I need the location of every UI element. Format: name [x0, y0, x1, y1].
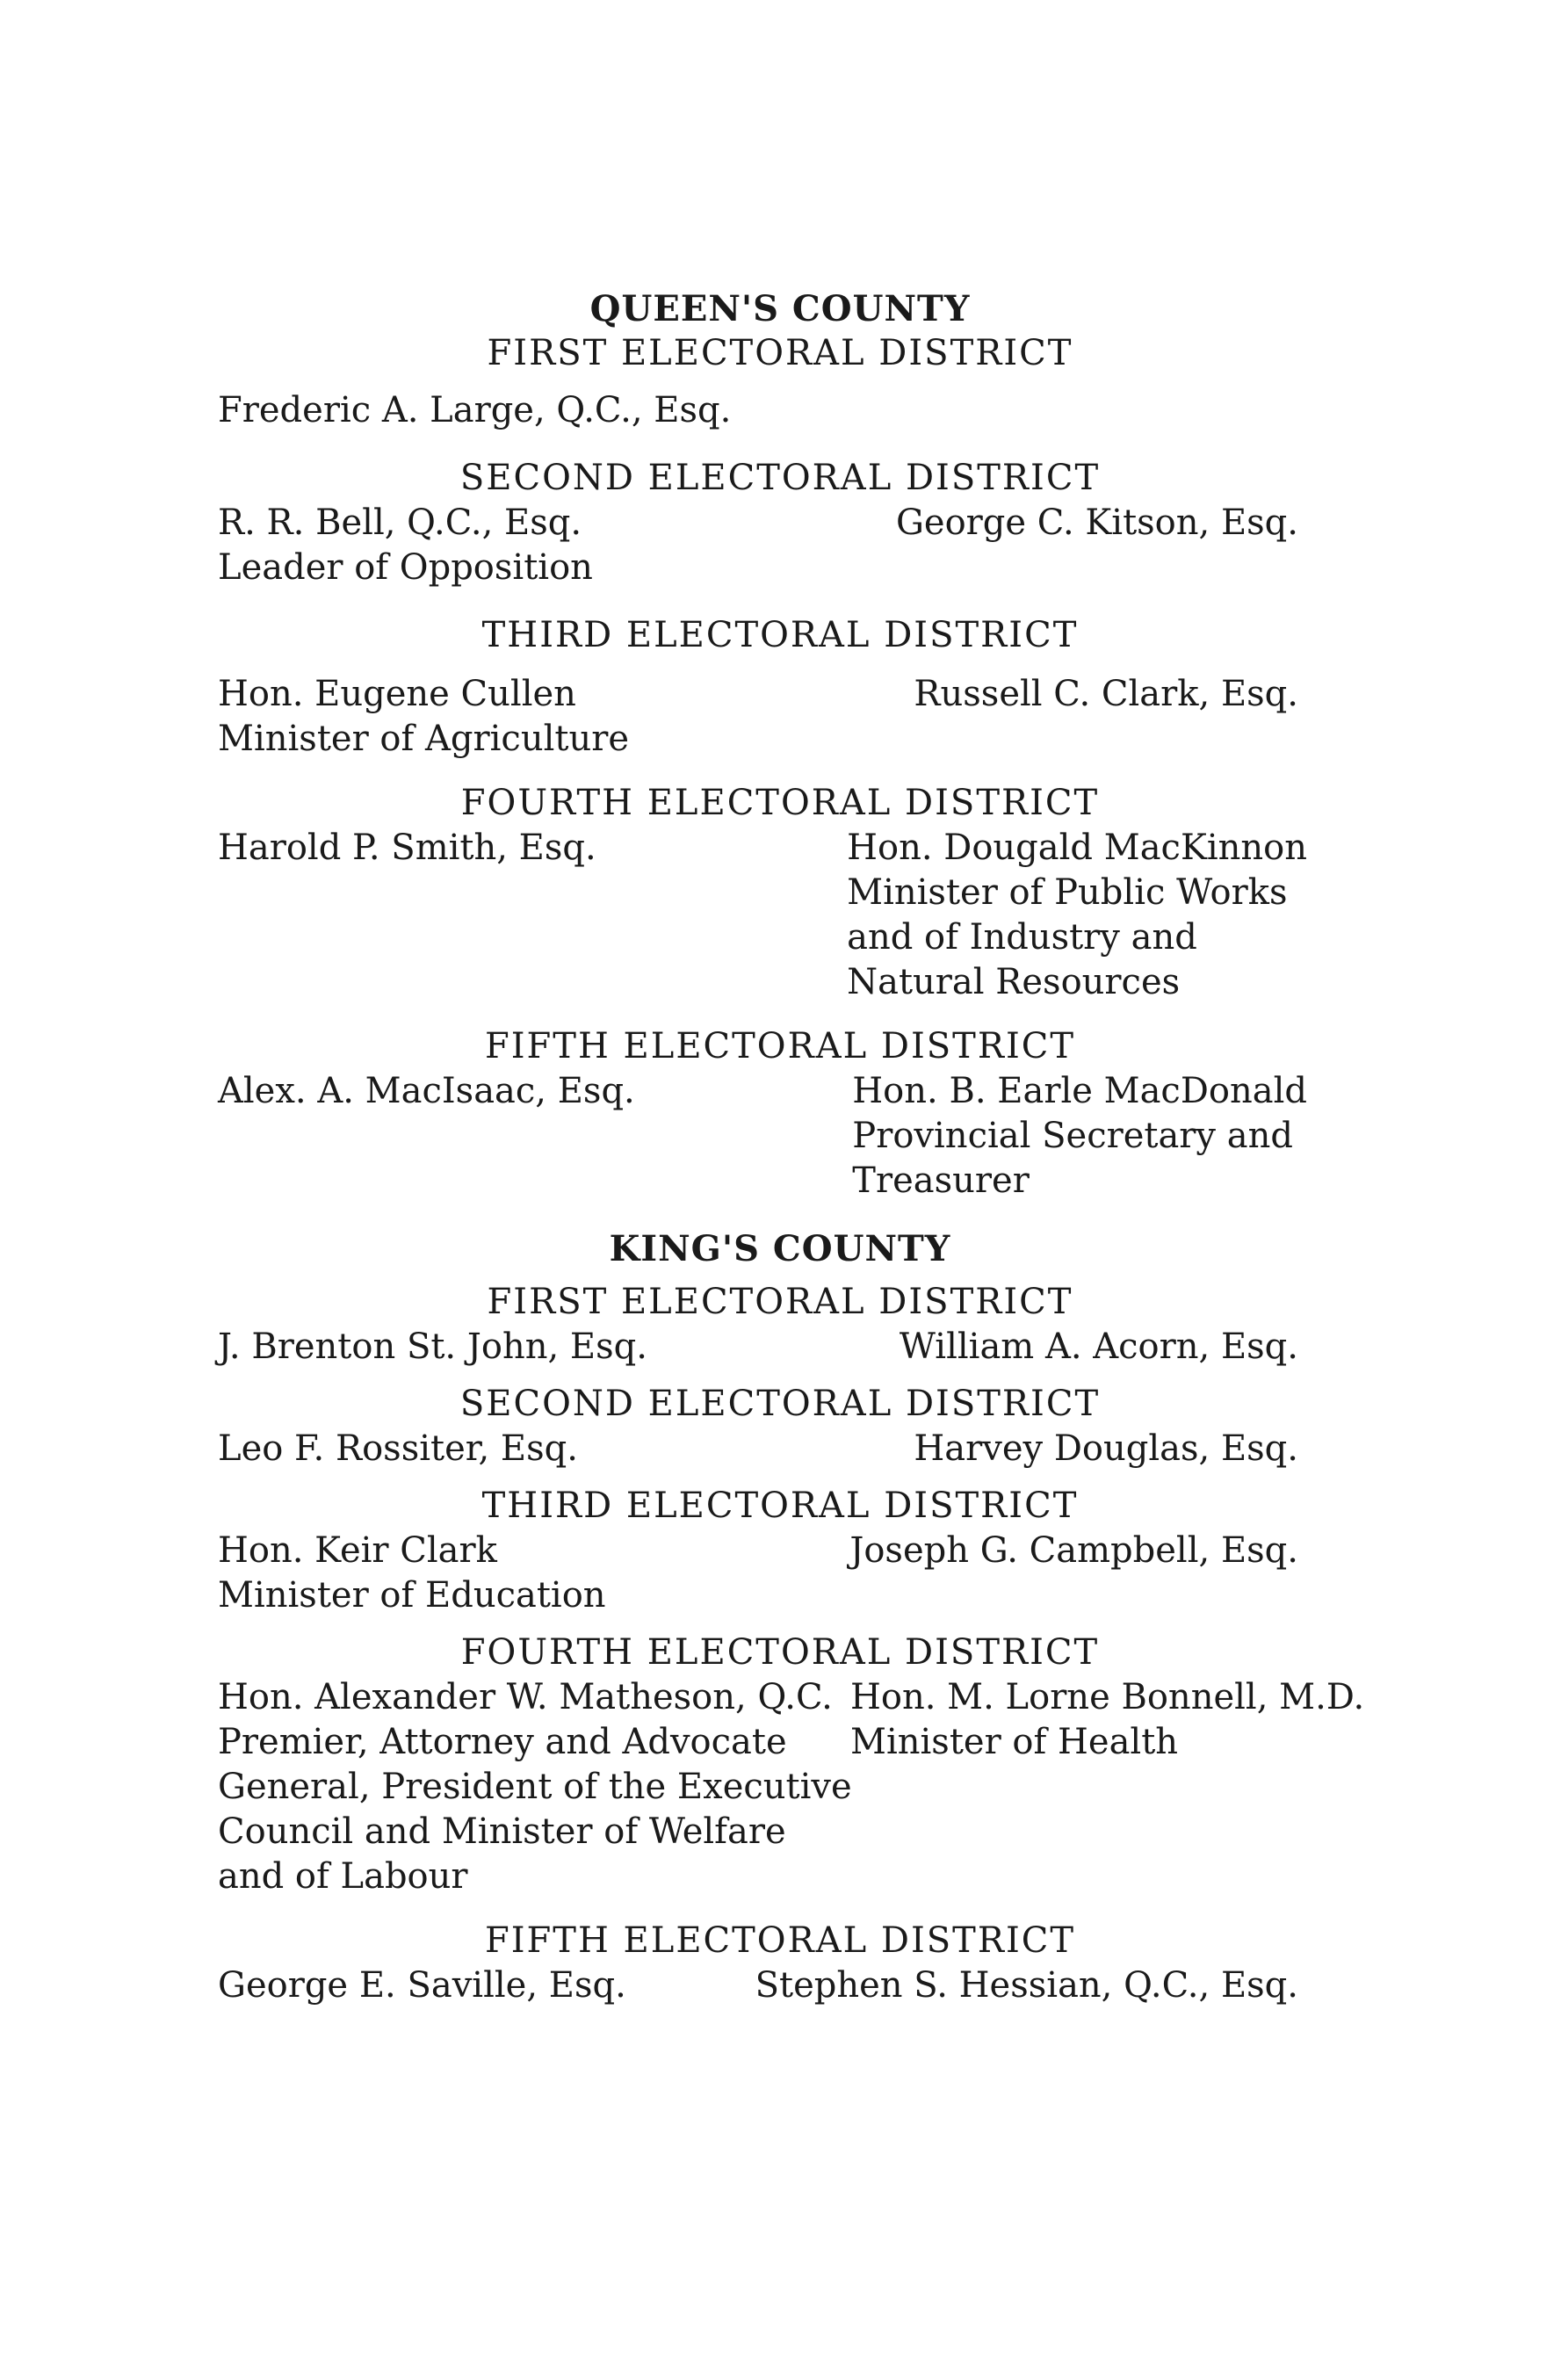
- member-name: William A. Acorn, Esq.: [899, 1327, 1298, 1367]
- member-name: Alex. A. MacIsaac, Esq.: [218, 1071, 635, 1111]
- district-kings-1: [218, 1280, 1395, 1370]
- district-heading: SECOND ELECTORAL DISTRICT: [459, 1384, 1101, 1424]
- member-title: Minister of Education: [218, 1575, 606, 1616]
- district-heading: FIRST ELECTORAL DISTRICT: [487, 333, 1073, 373]
- district-heading: FOURTH ELECTORAL DISTRICT: [460, 1632, 1100, 1673]
- member-title: Minister of Public Works: [847, 872, 1288, 913]
- district-heading: FIRST ELECTORAL DISTRICT: [487, 1282, 1073, 1322]
- district-kings-2: [218, 1382, 1395, 1471]
- member-name: J. Brenton St. John, Esq.: [218, 1327, 647, 1367]
- member-title: Minister of Health: [850, 1722, 1179, 1762]
- district-heading: SECOND ELECTORAL DISTRICT: [459, 458, 1101, 498]
- member-title: Leader of Opposition: [218, 547, 593, 588]
- member-name: Harvey Douglas, Esq.: [914, 1428, 1298, 1469]
- member-name: Russell C. Clark, Esq.: [914, 674, 1298, 714]
- member-name: Hon. Eugene Cullen: [218, 674, 576, 714]
- member-name: R. R. Bell, Q.C., Esq.: [218, 502, 582, 543]
- member-name: Stephen S. Hessian, Q.C., Esq.: [755, 1965, 1298, 2006]
- district-kings-5: [218, 1919, 1395, 2008]
- member-title: Provincial Secretary and: [852, 1116, 1293, 1156]
- district-queens-3: [218, 613, 1395, 762]
- district-heading: THIRD ELECTORAL DISTRICT: [481, 615, 1079, 655]
- county-heading-kings: KING'S COUNTY: [609, 1228, 951, 1269]
- member-list: [218, 286, 1395, 2008]
- member-name: Joseph G. Campbell, Esq.: [849, 1530, 1298, 1571]
- member-name: George E. Saville, Esq.: [218, 1965, 626, 2006]
- member-title: General, President of the Executive: [218, 1767, 852, 1807]
- member-name: Leo F. Rossiter, Esq.: [218, 1428, 578, 1469]
- district-heading: THIRD ELECTORAL DISTRICT: [481, 1486, 1079, 1526]
- member-title: Natural Resources: [847, 962, 1181, 1002]
- member-name: Frederic A. Large, Q.C., Esq.: [218, 390, 732, 430]
- district-heading: FOURTH ELECTORAL DISTRICT: [460, 783, 1100, 823]
- district-queens-5: [218, 1024, 1395, 1204]
- member-title: Minister of Agriculture: [218, 719, 630, 759]
- district-queens-1: [218, 331, 1395, 433]
- member-title: and of Industry and: [847, 917, 1197, 958]
- member-name: Hon. Alexander W. Matheson, Q.C.: [218, 1677, 833, 1717]
- district-heading: FIFTH ELECTORAL DISTRICT: [484, 1026, 1076, 1066]
- county-heading-queens: QUEEN'S COUNTY: [589, 288, 971, 329]
- district-kings-3: [218, 1484, 1395, 1618]
- district-queens-4: [218, 781, 1395, 1005]
- member-name: Hon. B. Earle MacDonald: [852, 1071, 1307, 1111]
- member-title: Treasurer: [852, 1160, 1030, 1201]
- member-name: George C. Kitson, Esq.: [895, 502, 1298, 543]
- member-title: Premier, Attorney and Advocate: [218, 1722, 787, 1762]
- member-name: Harold P. Smith, Esq.: [218, 828, 596, 868]
- district-heading: FIFTH ELECTORAL DISTRICT: [484, 1920, 1076, 1961]
- member-name: Hon. Dougald MacKinnon: [847, 828, 1307, 868]
- member-name: Hon. M. Lorne Bonnell, M.D.: [850, 1677, 1365, 1717]
- member-title: and of Labour: [218, 1856, 468, 1897]
- district-kings-4: [218, 1630, 1395, 1899]
- district-queens-2: [218, 456, 1395, 590]
- member-title: Council and Minister of Welfare: [218, 1811, 786, 1852]
- member-name: Hon. Keir Clark: [218, 1530, 497, 1571]
